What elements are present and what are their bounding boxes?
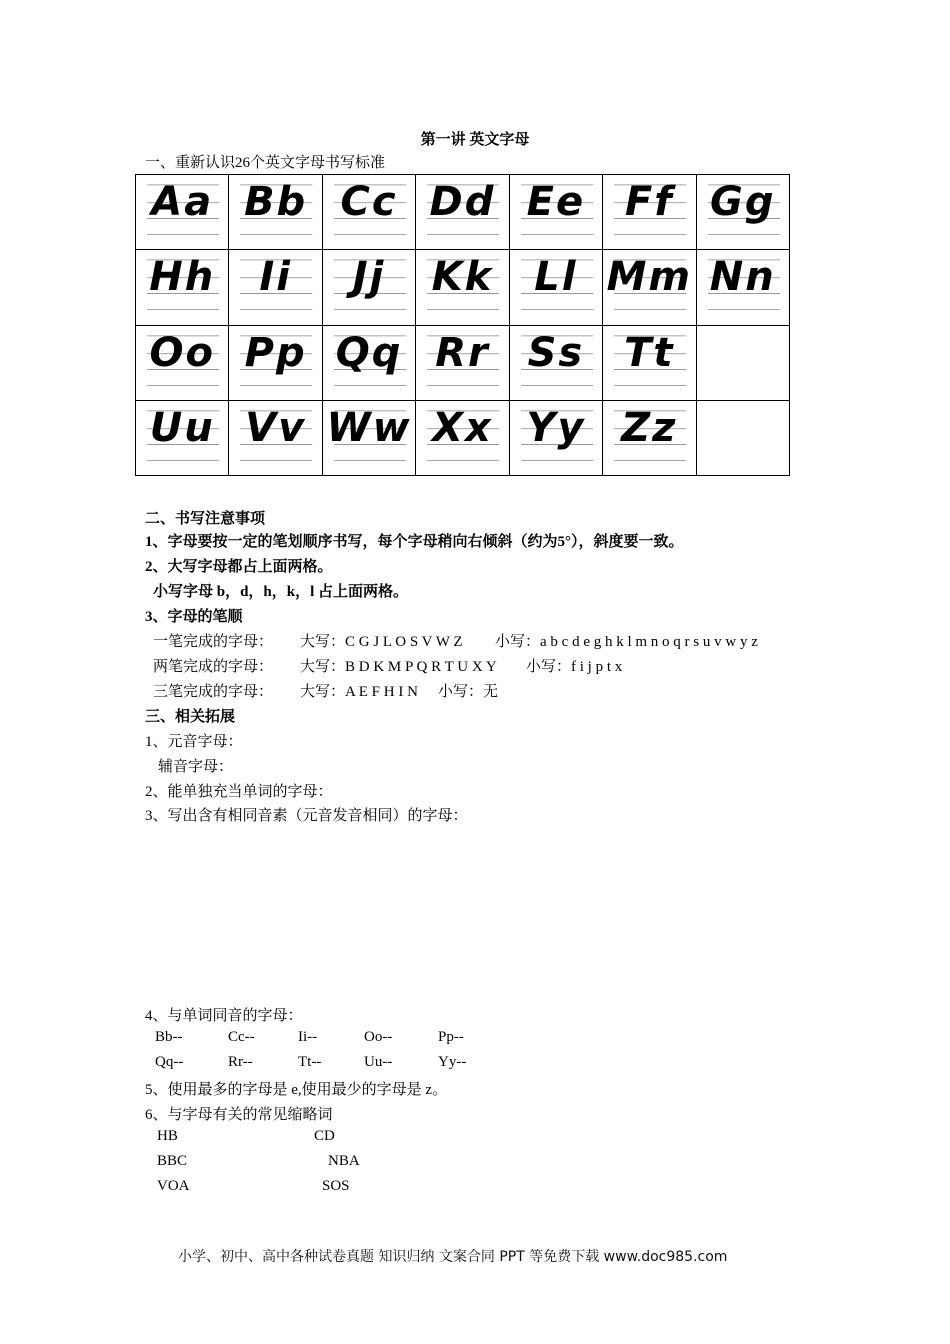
three-stroke-upper: 大写：A E F H I N	[300, 684, 418, 700]
uppercase-letter: Cc	[340, 179, 398, 225]
uppercase-letter: Mm	[606, 254, 693, 301]
letter-pair	[510, 177, 602, 227]
letter-row	[136, 175, 790, 250]
uppercase-letter: Yy	[526, 404, 586, 451]
letter-pair	[603, 252, 695, 302]
letter-pair	[416, 252, 508, 302]
letter-pair	[416, 403, 508, 453]
q6: 6、与字母有关的常见缩略词	[145, 1107, 333, 1123]
homophone-item: Rr--	[228, 1054, 253, 1070]
q5: 5、使用最多的字母是 e,使用最少的字母是 z。	[145, 1082, 448, 1098]
letter-table	[135, 174, 790, 476]
letter-cell	[229, 325, 322, 400]
letter-cell	[603, 400, 696, 475]
letter-row	[136, 400, 790, 475]
letter-cell	[322, 250, 415, 325]
letter-cell	[229, 250, 322, 325]
letter-pair	[603, 403, 695, 453]
letter-pair	[416, 328, 508, 378]
letter-cell	[696, 400, 789, 475]
letter-pair	[229, 328, 321, 378]
homophone-item: Ii--	[298, 1029, 318, 1045]
letter-cell	[416, 250, 509, 325]
uppercase-letter: Rr	[435, 329, 490, 376]
letter-cell	[509, 400, 602, 475]
uppercase-letter: Tt	[624, 329, 675, 376]
letter-cell	[416, 325, 509, 400]
letter-cell	[229, 400, 322, 475]
uppercase-letter: Bb	[244, 179, 308, 225]
section2-heading: 二、书写注意事项	[145, 511, 266, 527]
letter-pair	[323, 403, 415, 453]
uppercase-letter: Ii	[259, 254, 292, 301]
letter-cell	[416, 400, 509, 475]
homophone-item: Qq--	[155, 1054, 184, 1070]
q2: 2、能单独充当单词的字母：	[145, 784, 333, 800]
letter-cell	[603, 250, 696, 325]
letter-cell	[136, 250, 229, 325]
homophone-item: Pp--	[438, 1029, 464, 1045]
abbreviation-item: SOS	[322, 1178, 350, 1194]
one-stroke-upper: 大写：C G J L O S V W Z	[300, 634, 463, 650]
letter-cell	[322, 175, 415, 250]
letter-row	[136, 250, 790, 325]
one-stroke-lower: 小写：a b c d e g h k l m n o q r s u v w y z	[495, 634, 758, 650]
letter-cell	[136, 325, 229, 400]
letter-pair	[229, 403, 321, 453]
homophone-item: Tt--	[298, 1054, 322, 1070]
letter-pair	[323, 177, 415, 227]
letter-cell	[696, 175, 789, 250]
uppercase-letter: Kk	[431, 254, 494, 301]
q4: 4、与单词同音的字母：	[145, 1008, 303, 1024]
letter-pair	[136, 252, 228, 302]
letter-cell	[136, 175, 229, 250]
homophone-item: Bb--	[155, 1029, 183, 1045]
two-stroke-upper: 大写：B D K M P Q R T U X Y	[300, 659, 497, 675]
uppercase-letter: Ww	[326, 404, 412, 451]
abbreviation-item: HB	[157, 1128, 178, 1144]
abbreviation-item: CD	[314, 1128, 335, 1144]
letter-pair	[136, 328, 228, 378]
uppercase-letter: Pp	[244, 329, 307, 376]
letter-pair	[510, 328, 602, 378]
letter-pair	[603, 328, 695, 378]
letter-pair	[510, 403, 602, 453]
uppercase-letter: Ss	[527, 329, 585, 376]
letter-pair	[323, 252, 415, 302]
letter-cell	[696, 325, 789, 400]
abbreviation-item: NBA	[328, 1153, 360, 1169]
uppercase-letter: Dd	[429, 179, 496, 225]
uppercase-letter: Ff	[624, 179, 674, 225]
letter-cell	[509, 250, 602, 325]
note-2: 2、大写字母都占上面两格。	[145, 559, 333, 575]
uppercase-letter: Gg	[710, 179, 776, 225]
uppercase-letter: Ee	[526, 179, 586, 225]
letter-pair	[697, 252, 789, 302]
note-1: 1、字母要按一定的笔划顺序书写，每个字母稍向右倾斜（约为5°），斜度要一致。	[145, 534, 684, 550]
letter-pair	[136, 403, 228, 453]
uppercase-letter: Vv	[245, 404, 307, 451]
q1-vowels: 1、元音字母：	[145, 734, 243, 750]
uppercase-letter: Hh	[149, 254, 216, 301]
uppercase-letter: Oo	[149, 329, 215, 376]
uppercase-letter: Qq	[335, 329, 403, 376]
footer-text: 小学、初中、高中各种试卷真题 知识归纳 文案合同 PPT 等免费下载 www.doc985.com	[178, 1249, 728, 1265]
homophone-item: Cc--	[228, 1029, 255, 1045]
letter-cell	[136, 400, 229, 475]
letter-pair	[697, 177, 789, 227]
uppercase-letter: Xx	[432, 404, 493, 451]
letter-pair	[229, 252, 321, 302]
one-stroke-label: 一笔完成的字母：	[153, 634, 274, 650]
q3: 3、写出含有相同音素（元音发音相同）的字母：	[145, 808, 468, 824]
homophone-item: Yy--	[438, 1054, 467, 1070]
uppercase-letter: Aa	[151, 179, 214, 225]
two-stroke-lower: 小写：f i j p t x	[526, 659, 623, 675]
three-stroke-lower: 小写：无	[438, 684, 499, 700]
uppercase-letter: Nn	[709, 254, 776, 301]
letter-pair	[510, 252, 602, 302]
uppercase-letter: Jj	[352, 254, 386, 301]
homophone-item: Uu--	[364, 1054, 393, 1070]
page-title: 第一讲 英文字母	[420, 132, 530, 148]
letter-cell	[509, 175, 602, 250]
letter-cell	[603, 325, 696, 400]
letter-cell	[696, 250, 789, 325]
letter-pair	[416, 177, 508, 227]
section1-heading: 一、重新认识26个英文字母书写标准	[145, 155, 386, 171]
letter-cell	[229, 175, 322, 250]
three-stroke-label: 三笔完成的字母：	[153, 684, 274, 700]
letter-pair	[323, 328, 415, 378]
two-stroke-label: 两笔完成的字母：	[153, 659, 274, 675]
uppercase-letter: Uu	[149, 404, 215, 451]
letter-row	[136, 325, 790, 400]
abbreviation-item: BBC	[157, 1153, 188, 1169]
note-3: 3、字母的笔顺	[145, 609, 243, 625]
letter-cell	[416, 175, 509, 250]
letter-pair	[603, 177, 695, 227]
letter-cell	[322, 400, 415, 475]
letter-pair	[136, 177, 228, 227]
letter-cell	[603, 175, 696, 250]
letter-pair	[229, 177, 321, 227]
letter-cell	[509, 325, 602, 400]
abbreviation-item: VOA	[157, 1178, 190, 1194]
letter-cell	[322, 325, 415, 400]
note-2b: 小写字母 b，d，h，k，l 占上面两格。	[153, 584, 409, 600]
q1-consonants: 辅音字母：	[158, 759, 234, 775]
homophone-item: Oo--	[364, 1029, 393, 1045]
uppercase-letter: Zz	[621, 404, 678, 451]
section3-heading: 三、相关拓展	[145, 709, 236, 725]
uppercase-letter: Ll	[534, 254, 578, 301]
